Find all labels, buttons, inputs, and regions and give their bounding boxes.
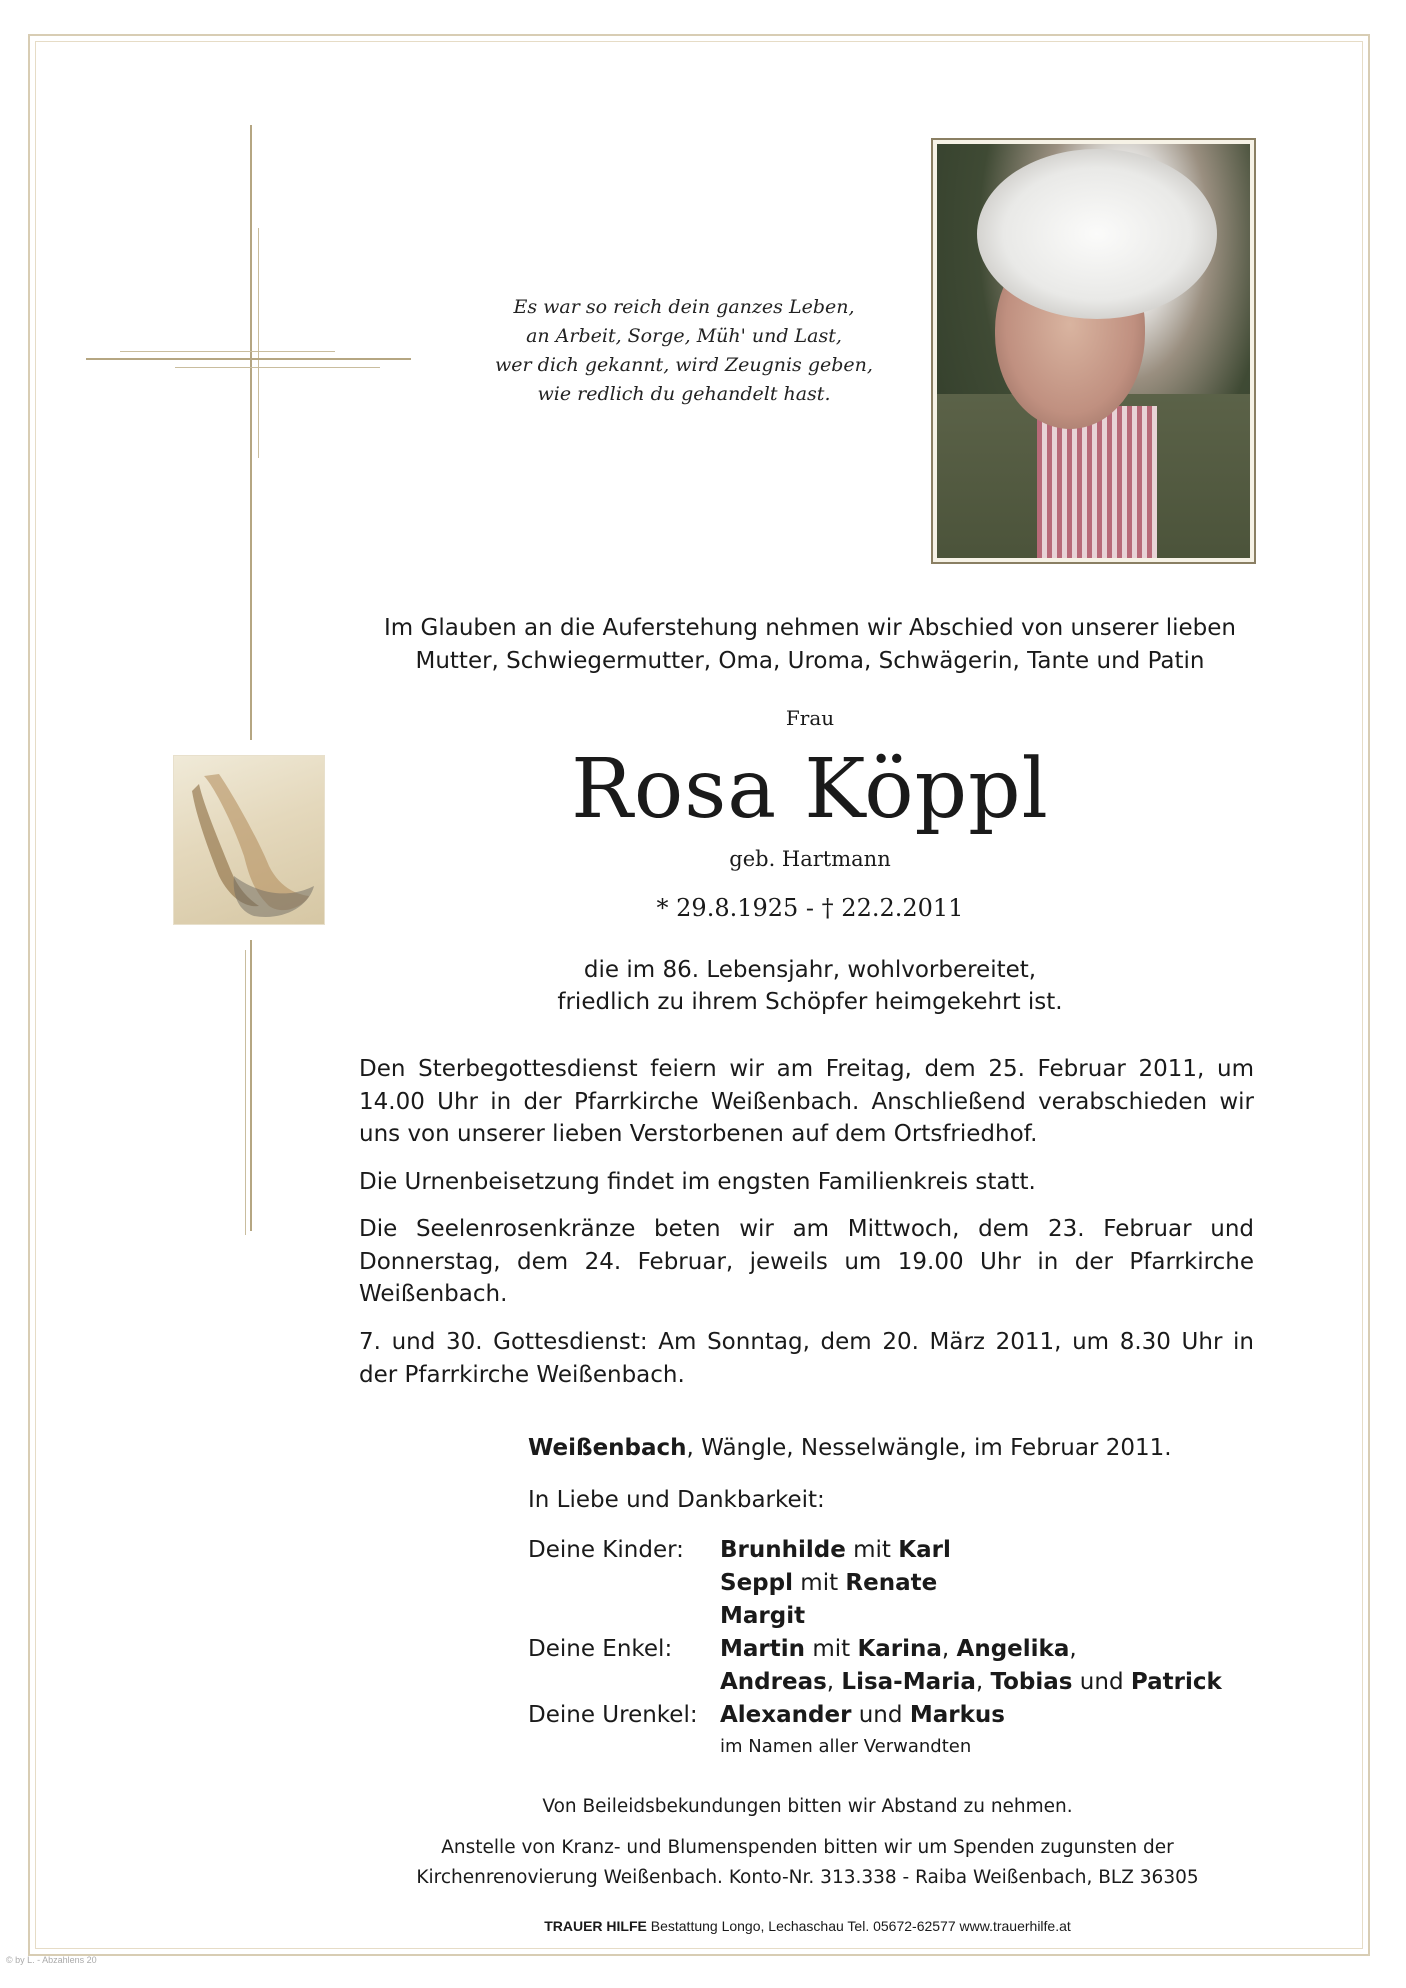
- kinder-label: Deine Kinder:: [528, 1537, 684, 1563]
- family-row: Seppl mit Renate: [720, 1570, 938, 1596]
- maiden-name: geb. Hartmann: [729, 847, 891, 871]
- intro-text: Im Glauben an die Auferstehung nehmen wir Abschied von unserer lieben Mutter, Schwiegermutter, Oma, Uroma, Schwägerin, Tante und Patin: [384, 615, 1236, 674]
- family-row: Andreas, Lisa-Maria, Tobias und Patrick: [720, 1669, 1222, 1695]
- praying-hands-icon: [160, 740, 338, 940]
- condolence-note: Von Beileidsbekundungen bitten wir Abstand zu nehmen.: [542, 1796, 1073, 1817]
- deceased-name: Rosa Köppl: [571, 742, 1049, 837]
- lebensjahr-text: die im 86. Lebensjahr, wohlvorbereitet, friedlich zu ihrem Schöpfer heimgekehrt ist.: [557, 957, 1063, 1015]
- salutation: Frau: [785, 706, 835, 730]
- cross-vertical-line: [250, 125, 252, 1231]
- poem-line: Es war so reich dein ganzes Leben,: [513, 296, 855, 318]
- praying-hands-drawing: [174, 756, 324, 924]
- in-liebe-text: In Liebe und Dankbarkeit:: [528, 1487, 825, 1513]
- cross-vertical-accent: [258, 228, 259, 458]
- urenkel-label: Deine Urenkel:: [528, 1702, 698, 1728]
- family-row: Deine Urenkel: Alexander und Markus: [528, 1699, 1222, 1732]
- verwandte-text: im Namen aller Verwandten: [720, 1736, 972, 1757]
- family-row: Deine Kinder: Brunhilde mit Karl: [528, 1534, 1222, 1567]
- cross-horizontal-accent-lower: [175, 367, 380, 368]
- portrait-photo: [931, 138, 1256, 564]
- corner-mark: © by L. - Abzahlens 20: [6, 1955, 97, 1965]
- donation-note: Anstelle von Kranz- und Blumenspenden bitten wir um Spenden zugunsten der Kirchenrenovierung Weißenbach. Konto-Nr. 313.338 - Raiba Weißenbach, BLZ 36305: [416, 1837, 1199, 1888]
- enkel-label: Deine Enkel:: [528, 1636, 673, 1662]
- paragraph-urn-burial: Die Urnenbeisetzung findet im engsten Familienkreis statt.: [359, 1169, 1036, 1195]
- paragraph-funeral-service: Den Sterbegottesdienst feiern wir am Freitag, dem 25. Februar 2011, um 14.00 Uhr in der Pfarrkirche Weißenbach. Anschließend verabschieden wir uns von unserer lieben Verstorbenen auf dem Ortsfriedhof.: [359, 1056, 1254, 1147]
- poem-line: wie redlich du gehandelt hast.: [537, 383, 831, 405]
- life-dates: * 29.8.1925 - † 22.2.2011: [656, 894, 964, 922]
- family-row: Margit: [720, 1603, 806, 1629]
- poem: [440, 293, 928, 409]
- family-list: [528, 1534, 1222, 1762]
- place-date: Weißenbach, Wängle, Nesselwängle, im Februar 2011.: [528, 1435, 1172, 1461]
- poem-line: an Arbeit, Sorge, Müh' und Last,: [526, 325, 842, 347]
- family-row: Deine Enkel: Martin mit Karina, Angelika,: [528, 1633, 1222, 1666]
- footer: TRAUER HILFE Bestattung Longo, Lechaschau Tel. 05672-62577 www.trauerhilfe.at: [544, 1918, 1071, 1934]
- portrait-image: [937, 144, 1250, 558]
- family-row: [528, 1732, 1222, 1762]
- paragraph-rosary: Die Seelenrosenkränze beten wir am Mittwoch, dem 23. Februar und Donnerstag, dem 24. Februar, jeweils um 19.00 Uhr in der Pfarrkirche Weißenbach.: [359, 1216, 1254, 1307]
- poem-line: wer dich gekannt, wird Zeugnis geben,: [495, 354, 873, 376]
- cross-horizontal-accent: [120, 351, 335, 352]
- cross-horizontal-line: [86, 358, 411, 360]
- cross-vertical-accent-lower: [245, 950, 246, 1235]
- paragraph-memorial-mass: 7. und 30. Gottesdienst: Am Sonntag, dem 20. März 2011, um 8.30 Uhr in der Pfarrkirche Weißenbach.: [359, 1329, 1254, 1388]
